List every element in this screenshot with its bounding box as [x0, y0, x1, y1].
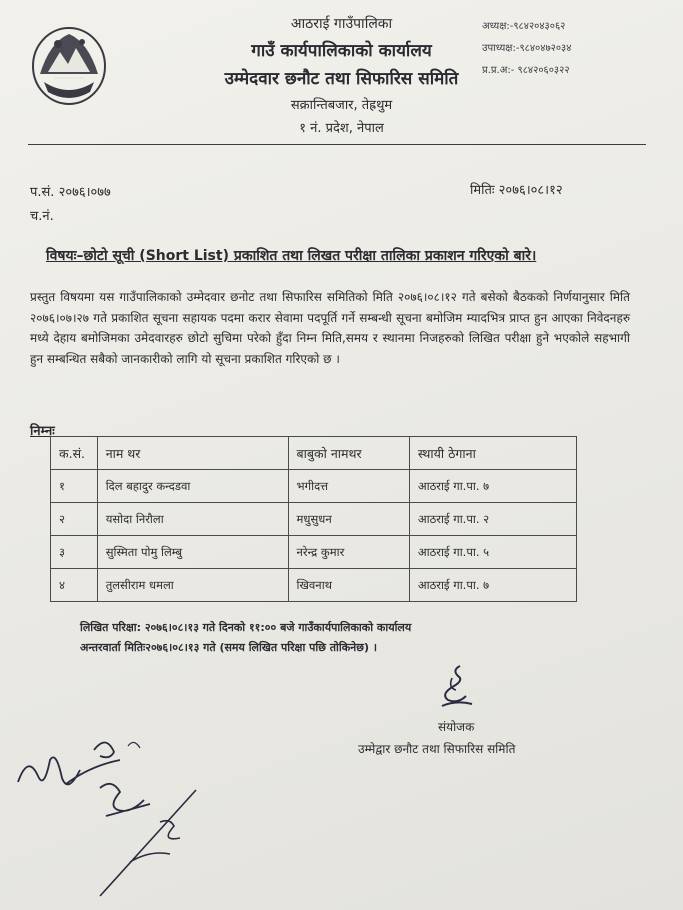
cell-serial: २: [51, 503, 98, 536]
province-name: १ नं. प्रदेश, नेपाल: [299, 121, 384, 136]
signature-title: संयोजक: [438, 720, 475, 734]
table-header-row: [51, 437, 577, 470]
contact-vice-chairperson: उपाध्यक्ष:-९८४०४७२०३४: [482, 43, 572, 54]
cell-address: आठराई गा.पा. ५: [409, 536, 576, 569]
header-divider: [28, 144, 646, 145]
office-address: सक्रान्तिबजार, तेह्रथुम: [290, 98, 393, 113]
letter-number: प.सं. २०७६।०७७: [30, 185, 111, 200]
subject-line: विषयः–छोटो सूची (Short List) प्रकाशित तथा लिखत परीक्षा तालिका प्रकाशन गरिएको बारे।: [46, 248, 537, 264]
committee-name: उम्मेदवार छनौट तथा सिफारिस समिति: [224, 69, 459, 89]
cell-father-name: भगीदत्त: [288, 470, 409, 503]
contact-cao: प्र.प्र.अ:- ९८४२०६०३२२: [482, 65, 570, 76]
cell-name: यसोदा निरौला: [97, 503, 288, 536]
member-signatures: [10, 730, 210, 900]
interview-info: अन्तरवार्ता मितिः२०७६।०८।१३ गते (समय लिखित परिक्षा पछि तोकिनेछ) ।: [80, 641, 378, 654]
table-row: [51, 470, 577, 503]
dispatch-number: च.नं.: [30, 209, 54, 224]
cell-father-name: खिवनाथ: [288, 569, 409, 602]
cell-address: आठराई गा.पा. २: [409, 503, 576, 536]
contact-chairperson: अध्यक्ष:-९८४२०४३०६२: [482, 21, 566, 32]
cell-name: दिल बहादुर कन्दडवा: [97, 470, 288, 503]
table-row: [51, 536, 577, 569]
table-row: [51, 569, 577, 602]
cell-name: तुलसीराम धमला: [97, 569, 288, 602]
table-row: [51, 503, 577, 536]
office-name: गाउँ कार्यपालिकाको कार्यालय: [251, 41, 432, 61]
cell-father-name: मधुसुधन: [288, 503, 409, 536]
cell-serial: १: [51, 470, 98, 503]
header-serial: क.सं.: [51, 437, 98, 470]
header-father-name: बाबुको नामथर: [288, 437, 409, 470]
cell-serial: ३: [51, 536, 98, 569]
header-address: स्थायी ठेगाना: [409, 437, 576, 470]
body-paragraph: प्रस्तुत विषयमा यस गाउँपालिकाको उम्मेदवार छनोट तथा सिफारिस समितिको मिति २०७६।०८।१२ गते बसेको बैठकको निर्णयानुसार मिति २०७६।०७।२७ गते प्रकाशित सूचना सहायक पदमा करार सेवामा पदपूर्ति गर्ने सम्बन्धी सूचना बमोजिम म्यादभित्र प्राप्त हुन आएका निवेदनहरु मध्ये देहाय बमोजिमका उमेदवारहरु छोटो सुचिमा परेको हुँदा निम्न मिति,समय र स्थानमा निजहरुको लिखित परीक्षा हुने भएकोले सहभागी हुन सम्बन्धित सबैको जानकारीको लागि यो सूचना प्रकाशित गरिएको छ ।: [30, 290, 630, 366]
header-name: नाम थर: [97, 437, 288, 470]
candidate-table: [50, 436, 577, 602]
letter-date: मितिः २०७६।०८।१२: [470, 183, 563, 198]
cell-address: आठराई गा.पा. ७: [409, 569, 576, 602]
cell-address: आठराई गा.पा. ७: [409, 470, 576, 503]
cell-serial: ४: [51, 569, 98, 602]
signature-committee: उम्मेद्वार छनौट तथा सिफारिस समिति: [358, 742, 516, 756]
coordinator-signature: [430, 660, 480, 718]
written-exam-info: लिखित परिक्षा: २०७६।०८।१३ गते दिनको ११:०० बजे गाउँकार्यपालिकाको कार्यालय: [80, 621, 412, 634]
municipality-name: आठराई गाउँपालिका: [290, 16, 393, 32]
list-label: निम्नः: [30, 424, 55, 439]
cell-father-name: नरेन्द्र कुमार: [288, 536, 409, 569]
cell-name: सुस्मिता पोमु लिम्बु: [97, 536, 288, 569]
